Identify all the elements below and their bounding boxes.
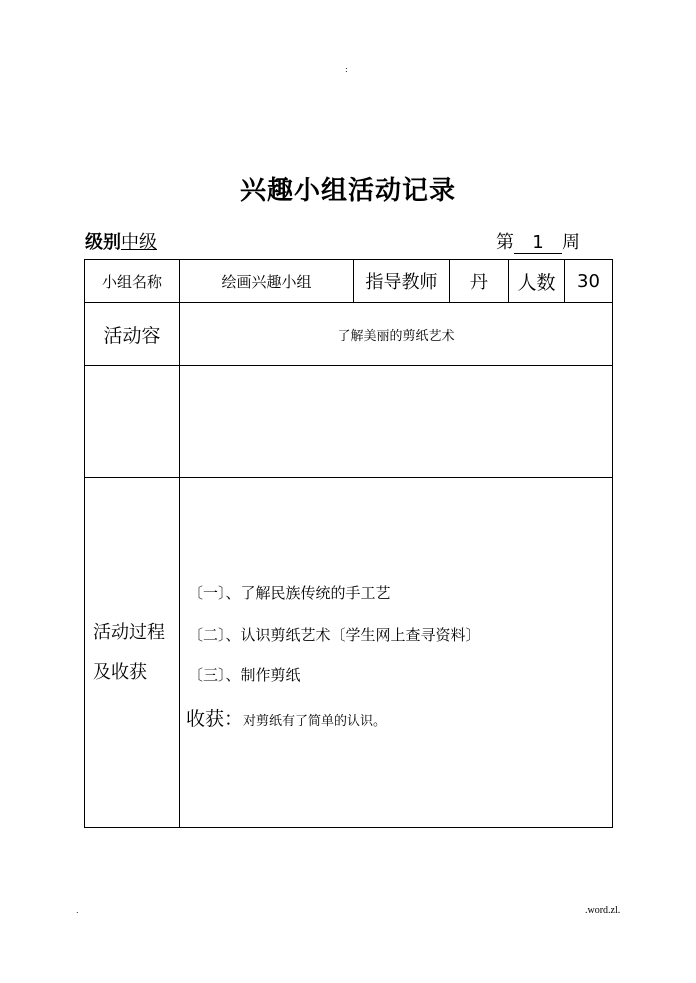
table-row-info <box>85 260 613 303</box>
gain-label: 收获： <box>186 708 244 730</box>
week-prefix: 第 <box>496 232 514 253</box>
group-name-label: 小组名称 <box>85 260 180 303</box>
level-row <box>85 228 157 254</box>
week-suffix: 周 <box>562 232 580 253</box>
content-value: 了解美丽的剪纸艺术 <box>180 303 613 366</box>
process-step-2: 〔二〕、认识剪纸艺术〔学生网上查寻资料〕 <box>188 626 481 644</box>
footer-right-mark: .word.zl. <box>585 905 621 916</box>
process-label-line2: 及收获 <box>93 661 147 683</box>
blank-cell-left <box>85 366 180 478</box>
gain-line <box>186 704 386 731</box>
member-count-label: 人数 <box>509 260 565 303</box>
table-row-process <box>85 478 613 828</box>
process-label <box>85 478 180 828</box>
content-label: 活动容 <box>85 303 180 366</box>
page-title: 兴趣小组活动记录 <box>239 176 456 206</box>
level-label: 级别 <box>85 232 121 253</box>
teacher-name: 丹 <box>450 260 509 303</box>
footer-left-mark: . <box>76 906 79 915</box>
top-mark: : <box>345 65 348 74</box>
table-row-content <box>85 303 613 366</box>
process-body <box>180 478 613 828</box>
teacher-label: 指导教师 <box>354 260 450 303</box>
member-count-value: 30 <box>565 260 613 303</box>
gain-text: 对剪纸有了简单的认识。 <box>243 714 387 729</box>
process-step-1: 〔一〕、了解民族传统的手工艺 <box>188 584 391 602</box>
week-row <box>496 228 580 254</box>
table-row-blank <box>85 366 613 478</box>
week-number: 1 <box>514 233 562 254</box>
process-label-line1: 活动过程 <box>93 621 165 643</box>
group-name-value: 绘画兴趣小组 <box>180 260 354 303</box>
process-step-3: 〔三〕、制作剪纸 <box>188 666 301 684</box>
blank-cell-right <box>180 366 613 478</box>
activity-record-table <box>84 259 613 828</box>
level-value: 中级 <box>121 232 157 253</box>
